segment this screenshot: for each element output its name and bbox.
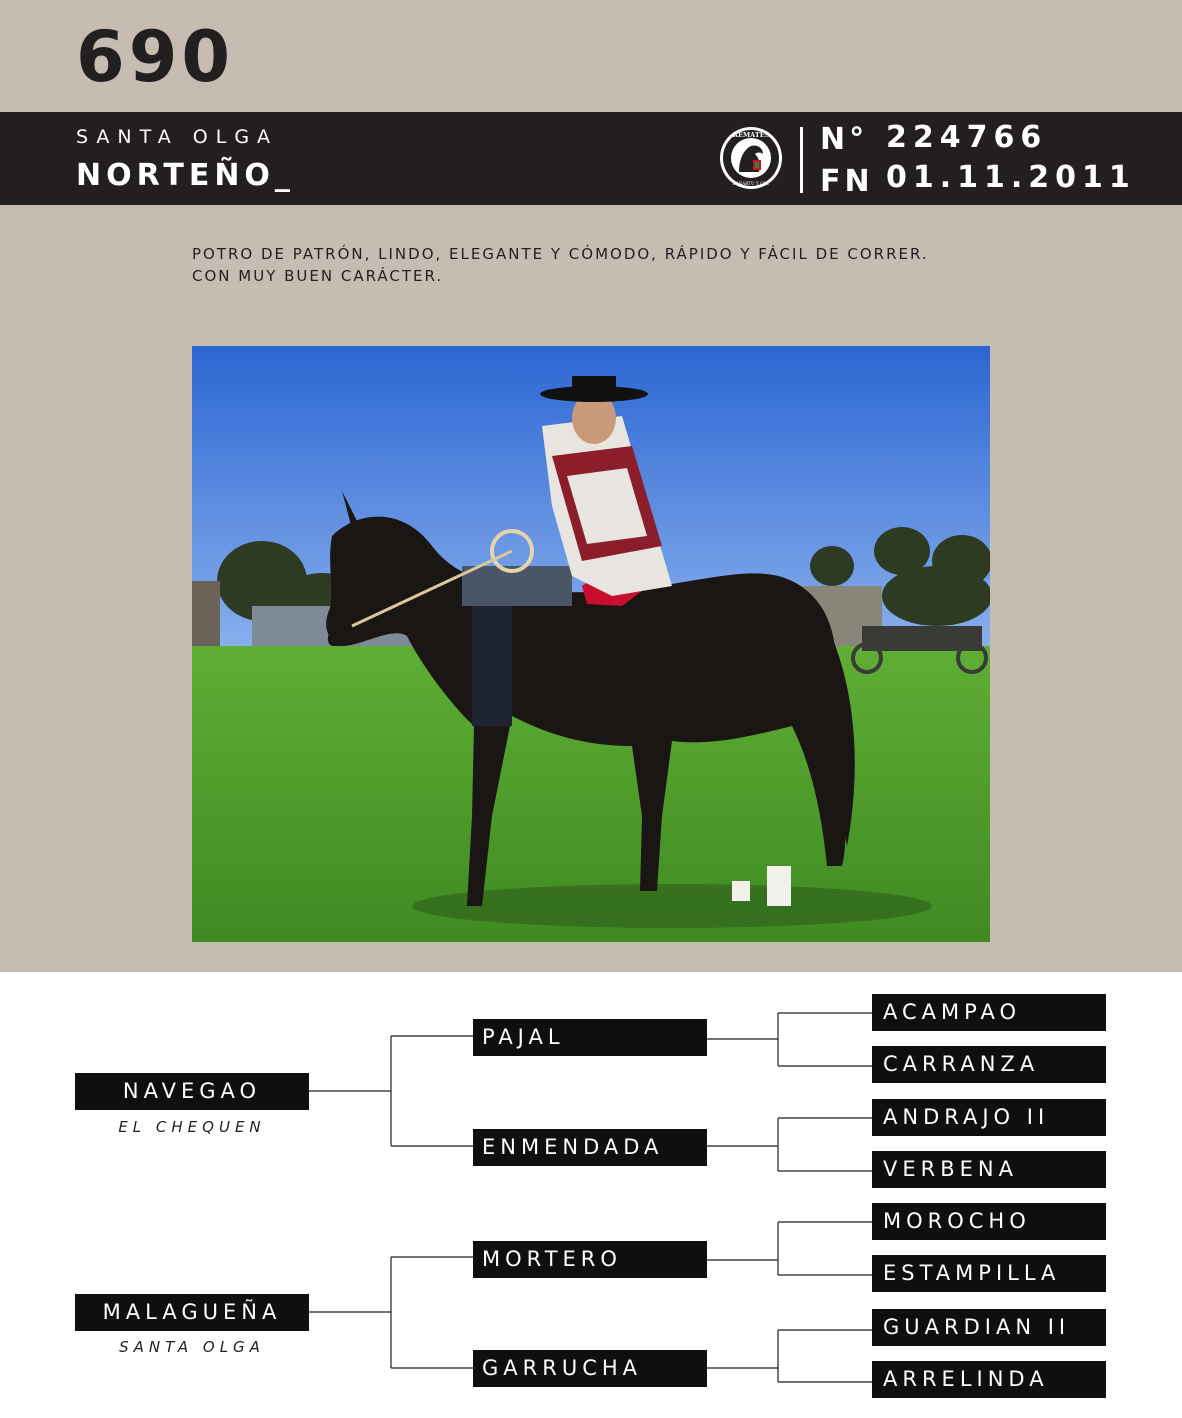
great-grandparent-box: MOROCHO (872, 1203, 1106, 1240)
sire-box: NAVEGAO (75, 1073, 309, 1110)
great-grandparent-box: ACAMPAO (872, 994, 1106, 1031)
great-grandparent-box: GUARDIAN II (872, 1309, 1106, 1346)
great-grandparent-box: ARRELINDA (872, 1361, 1106, 1398)
great-grandparent-box: ANDRAJO II (872, 1099, 1106, 1136)
header-divider (800, 127, 803, 193)
horse-name: NORTEÑO_ (76, 158, 295, 193)
registration-label: N° (820, 122, 869, 157)
breeder-name: SANTA OLGA (76, 126, 279, 148)
registration-number: 224766 (886, 120, 1048, 155)
sire-sire-box: PAJAL (473, 1019, 707, 1056)
dam-dam-box: GARRUCHA (473, 1350, 707, 1387)
birth-date: 01.11.2011 (886, 160, 1136, 195)
horse-photo (192, 346, 990, 942)
dam-sire-box: MORTERO (473, 1241, 707, 1278)
sire-dam-box: ENMENDADA (473, 1129, 707, 1166)
sire-breeder: EL CHEQUEN (118, 1118, 266, 1136)
dam-breeder: SANTA OLGA (119, 1338, 265, 1356)
great-grandparent-box: ESTAMPILLA (872, 1255, 1106, 1292)
birth-label: FN (820, 164, 874, 199)
logo-text-bottom: ZAÑARTU Y CIA. (732, 181, 770, 186)
description-line-2: CON MUY BUEN CARÁCTER. (192, 267, 444, 285)
description-line-1: POTRO DE PATRÓN, LINDO, ELEGANTE Y CÓMODO, RÁPIDO Y FÁCIL DE CORRER. (192, 245, 929, 263)
description (192, 243, 929, 287)
lot-number: 690 (76, 16, 235, 98)
logo-text-top: REMATES (732, 131, 770, 139)
great-grandparent-box: CARRANZA (872, 1046, 1106, 1083)
dam-box: MALAGUEÑA (75, 1294, 309, 1331)
auction-logo (719, 126, 783, 190)
great-grandparent-box: VERBENA (872, 1151, 1106, 1188)
